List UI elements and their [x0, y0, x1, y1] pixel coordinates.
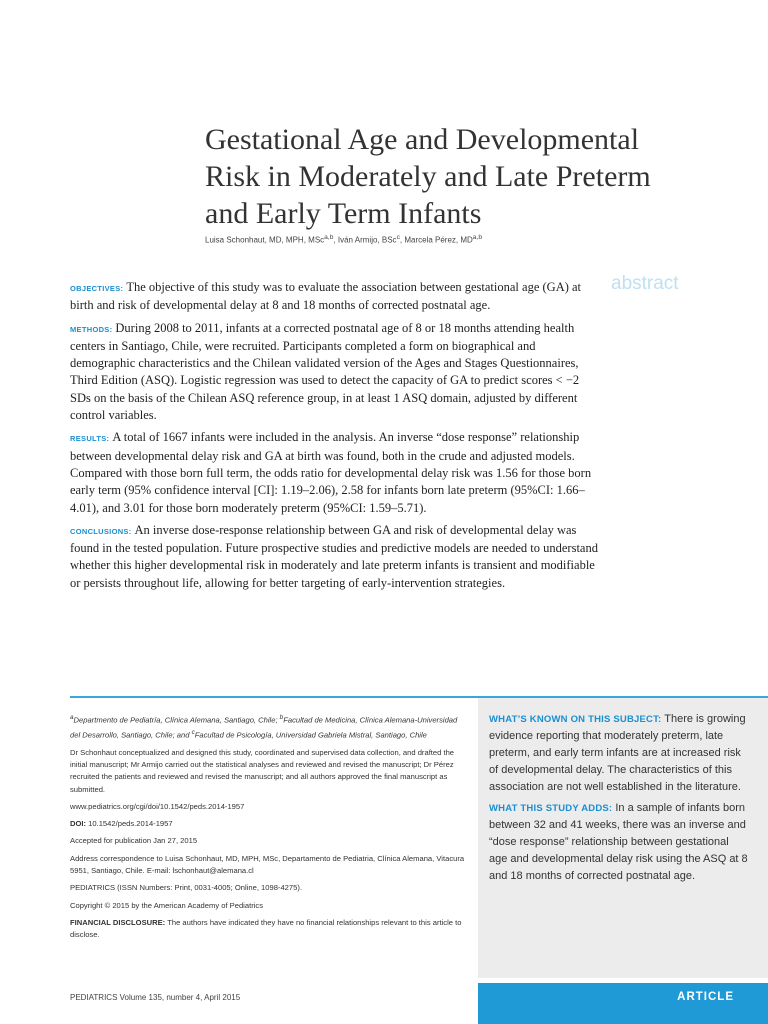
author-name: Luisa Schonhaut, MD, MPH, MSc — [205, 235, 325, 245]
author-name: , Marcela Pérez, MD — [399, 235, 473, 245]
article-type-label: ARTICLE — [677, 991, 734, 1003]
affiliation-a: Departmento de Pediatría, Clínica Alemana, Santiago, Chile; — [73, 715, 280, 725]
doi-label: DOI: — [70, 819, 87, 829]
results-text: A total of 1667 infants were included in the analysis. An inverse “dose response” relationship between developmental delay risk and GA at birth was found, both in the crude and adjusted models. Compared with those born full term, the odds ratio for developmental delay risk was 1.56 for those born early term (95% confidence interval [CI]: 1.19–2.06), 2.58 for infants born late preterm (95%CI: 1.66–4.01), and 3.01 for those born moderately preterm (95%CI: 1.59–5.71). — [70, 430, 592, 515]
sidebar-content — [489, 711, 749, 889]
results-label: RESULTS: — [70, 434, 110, 444]
article-url[interactable]: www.pediatrics.org/cgi/doi/10.1542/peds.2014-1957 — [70, 801, 245, 811]
abstract-conclusions — [70, 522, 600, 592]
journal-footer: PEDIATRICS Volume 135, number 4, April 2015 — [70, 993, 241, 1002]
footnotes — [70, 712, 468, 947]
title-line: Gestational Age and Developmental — [205, 123, 640, 156]
study-adds-text: In a sample of infants born between 32 and 41 weeks, there was an inverse and “dose response” relationship between gestational age and developmental delay risk using the ASQ at 8 and 18 months of corrected postnatal age. — [489, 802, 748, 882]
study-adds — [489, 800, 749, 885]
author-affiliation-sup: a,b — [324, 234, 334, 241]
author-affiliation-sup: c — [396, 234, 400, 241]
whats-known-text: There is growing evidence reporting that moderately preterm, late preterm, and early term infants are at increased risk of developmental delay. The characteristics of this association are not well established in the literature. — [489, 713, 746, 793]
affiliations — [70, 712, 468, 742]
disclosure-label: FINANCIAL DISCLOSURE: — [70, 917, 166, 927]
disclosure-text: The authors have indicated they have no financial relationships relevant to this article to disclose. — [70, 917, 462, 940]
abstract-section-tag: abstract — [611, 273, 679, 294]
financial-disclosure — [70, 917, 468, 942]
study-adds-label: WHAT THIS STUDY ADDS: — [489, 803, 613, 814]
issn: PEDIATRICS (ISSN Numbers: Print, 0031-4005; Online, 1098-4275). — [70, 883, 302, 893]
accepted-date: Accepted for publication Jan 27, 2015 — [70, 836, 198, 846]
affiliation-sup: a — [70, 714, 74, 721]
author-list — [205, 234, 482, 245]
doi — [70, 818, 468, 830]
correspondence: Address correspondence to Luisa Schonhaut, MD, MPH, MSc, Departamento de Pediatria, Clínica Alemana, Vitacura 5951, Santiago, Chile. E-mail: lschonhaut@alemana.cl — [70, 853, 465, 876]
abstract-results — [70, 429, 600, 516]
title-line: and Early Term Infants — [205, 197, 482, 230]
objectives-label: OBJECTIVES: — [70, 284, 124, 293]
affiliation-c: Facultad de Psicología, Universidad Gabriela Mistral, Santiago, Chile — [194, 730, 427, 740]
author-name: , Iván Armijo, BSc — [333, 235, 397, 245]
doi-value: 10.1542/peds.2014-1957 — [88, 819, 173, 829]
author-contributions: Dr Schonhaut conceptualized and designed this study, coordinated and supervised data collection, and drafted the initial manuscript; Mr Armijo carried out the statistical analyses and reviewed and revised the manuscript; Dr Pérez recruited the patients and reviewed and revised the manuscript; and all authors approved the final manuscript as submitted. — [70, 747, 455, 794]
whats-known-label: WHAT’S KNOWN ON THIS SUBJECT: — [489, 714, 662, 725]
abstract-body — [70, 279, 600, 597]
author-affiliation-sup: a,b — [472, 234, 483, 241]
abstract-objectives — [70, 279, 600, 315]
article-title — [205, 121, 745, 232]
article-type-bar — [478, 983, 768, 1024]
conclusions-label: CONCLUSIONS: — [70, 526, 132, 536]
abstract-methods — [70, 320, 600, 425]
copyright: Copyright © 2015 by the American Academy of Pediatrics — [70, 900, 264, 910]
affiliation-b: Facultad de Medicina, Clínica Alemana-Universidad del Desarrollo, Santiago, Chile; and — [70, 715, 458, 740]
whats-known — [489, 711, 749, 796]
objectives-text: The objective of this study was to evaluate the association between gestational age (GA) at birth and risk of developmental delay at 8 and 18 months of corrected postnatal age. — [70, 280, 582, 313]
summary-sidebar — [478, 698, 768, 978]
methods-text: During 2008 to 2011, infants at a corrected postnatal age of 8 or 18 months attending health centers in Santiago, Chile, were recruited. Participants completed a form on biographical and demographic characteristics and the Chilean validated version of the Ages and Stages Questionnaires, Third Edition (ASQ). Logistic regression was used to detect the capacity of GA to predict scores < −2 SDs on the basis of the Chilean ASQ reference group, in at least 1 ASQ domain, adjusted by different control variables. — [70, 320, 580, 423]
methods-label: METHODS: — [70, 324, 113, 334]
conclusions-text: An inverse dose-response relationship between GA and risk of developmental delay was found in the tested population. Future prospective studies and predictive models are needed to understand whether this higher developmental risk in moderately and late preterm infants is transient and modifiable or persists throughout life, allowing for better targeting of early-intervention strategies. — [70, 522, 598, 590]
title-line: Risk in Moderately and Late Preterm — [205, 160, 651, 193]
affiliation-sup: c — [191, 728, 195, 736]
affiliation-sup: b — [279, 714, 284, 721]
